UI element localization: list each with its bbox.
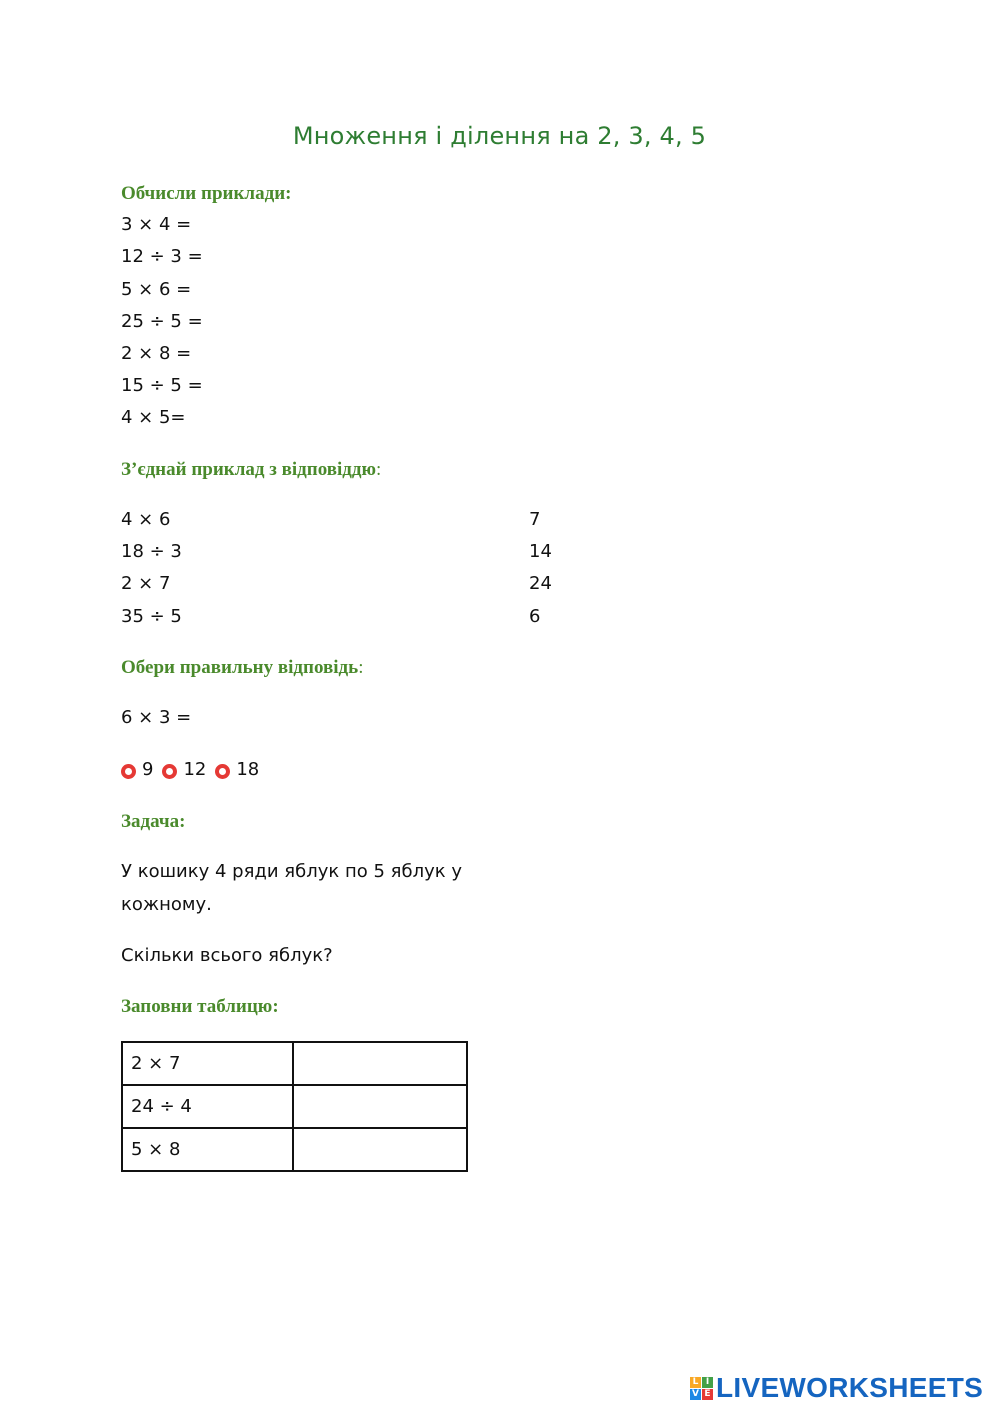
match-right-item[interactable]: 6 — [529, 606, 541, 627]
problem-question: Скільки всього яблук? — [121, 945, 333, 966]
answer-option[interactable] — [215, 759, 259, 780]
section-heading-match-text: З’єднай приклад з відповіддю — [121, 459, 377, 480]
answer-option[interactable] — [121, 759, 153, 780]
section-heading-choose — [121, 657, 363, 679]
section-heading-table: Заповни таблицю: — [121, 996, 279, 1017]
calc-item: 2 × 8 = — [121, 343, 192, 364]
section-heading-calculate: Обчисли приклади: — [121, 183, 292, 204]
calc-item: 25 ÷ 5 = — [121, 311, 203, 332]
fill-table — [121, 1041, 468, 1172]
problem-text-line: кожному. — [121, 894, 212, 915]
logo-letter: I — [702, 1377, 713, 1388]
page-title: Множення і ділення на 2, 3, 4, 5 — [292, 122, 707, 150]
choose-question: 6 × 3 = — [121, 707, 192, 728]
table-expr-cell: 2 × 7 — [122, 1042, 293, 1085]
calc-item: 4 × 5= — [121, 407, 186, 428]
match-right-item[interactable]: 7 — [529, 509, 541, 530]
logo-letter: V — [690, 1389, 701, 1400]
match-right-item[interactable]: 14 — [529, 541, 552, 562]
heading-colon: : — [358, 657, 364, 678]
table-expr-cell: 5 × 8 — [122, 1128, 293, 1171]
logo-letter: E — [702, 1389, 713, 1400]
section-heading-match — [121, 459, 381, 481]
answer-option-label: 12 — [183, 759, 207, 780]
radio-circle-icon[interactable] — [121, 764, 136, 779]
liveworksheets-logo-icon — [690, 1377, 713, 1400]
answer-option-label: 18 — [236, 759, 260, 780]
match-left-item[interactable]: 18 ÷ 3 — [121, 541, 182, 562]
match-right-item[interactable]: 24 — [529, 573, 552, 594]
table-row — [122, 1042, 467, 1085]
calc-item: 5 × 6 = — [121, 279, 192, 300]
match-left-item[interactable]: 35 ÷ 5 — [121, 606, 182, 627]
calc-item: 15 ÷ 5 = — [121, 375, 203, 396]
logo-text: LIVEWORKSHEETS — [716, 1372, 984, 1403]
section-heading-problem: Задача: — [121, 811, 186, 832]
table-expr-cell: 24 ÷ 4 — [122, 1085, 293, 1128]
table-answer-cell[interactable] — [293, 1128, 467, 1171]
answer-option[interactable] — [162, 759, 206, 780]
match-left-item[interactable]: 4 × 6 — [121, 509, 171, 530]
radio-circle-icon[interactable] — [162, 764, 177, 779]
answer-options — [121, 759, 268, 780]
table-answer-cell[interactable] — [293, 1085, 467, 1128]
table-answer-cell[interactable] — [293, 1042, 467, 1085]
radio-circle-icon[interactable] — [215, 764, 230, 779]
match-left-item[interactable]: 2 × 7 — [121, 573, 171, 594]
liveworksheets-logo — [690, 1373, 983, 1403]
section-heading-choose-text: Обери правильну відповідь — [121, 657, 359, 678]
table-row — [122, 1128, 467, 1171]
heading-colon: : — [376, 459, 382, 480]
table-row — [122, 1085, 467, 1128]
answer-option-label: 9 — [142, 759, 154, 780]
calc-item: 12 ÷ 3 = — [121, 246, 203, 267]
logo-letter: L — [690, 1377, 701, 1388]
problem-text-line: У кошику 4 ряди яблук по 5 яблук у — [121, 861, 462, 882]
calc-item: 3 × 4 = — [121, 214, 192, 235]
